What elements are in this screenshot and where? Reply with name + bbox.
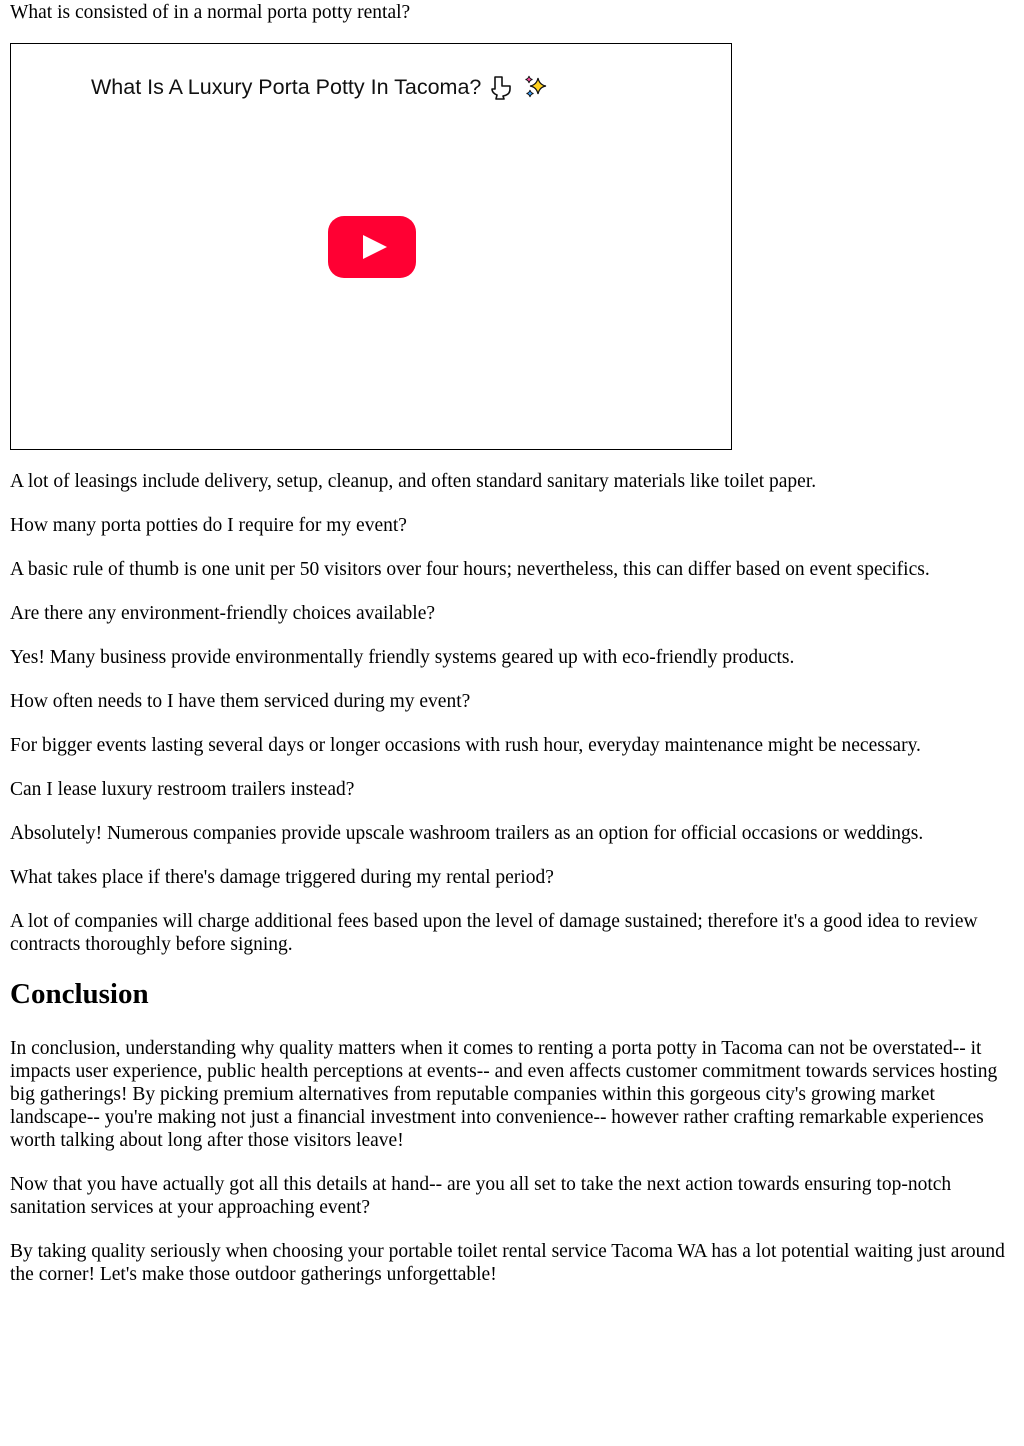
faq-answer: A lot of leasings include delivery, setup, cleanup, and often standard sanitary materials like toilet paper. — [10, 471, 817, 492]
faq-question: Are there any environment-friendly choices available? — [10, 603, 436, 624]
faq-question: How often needs to I have them serviced during my event? — [10, 691, 471, 712]
faq-answer: For bigger events lasting several days or longer occasions with rush hour, everyday maintenance might be necessary. — [10, 735, 921, 756]
conclusion-paragraph: Now that you have actually got all this details at hand-- are you all set to take the next action towards ensuring top-notch sanitation services at your approaching event? — [10, 1174, 952, 1218]
faq-answer: Absolutely! Numerous companies provide upscale washroom trailers as an option for official occasions or weddings. — [10, 823, 924, 844]
faq-answer: A lot of companies will charge additional fees based upon the level of damage sustained; therefore it's a good idea to review contracts thoroughly before signing. — [10, 911, 978, 955]
video-title-row — [91, 74, 549, 100]
faq-answer: A basic rule of thumb is one unit per 50 visitors over four hours; nevertheless, this can differ based on event specifics. — [10, 559, 930, 580]
conclusion-heading: Conclusion — [10, 978, 149, 1010]
faq-question: How many porta potties do I require for my event? — [10, 515, 407, 536]
toilet-icon — [489, 74, 515, 100]
article-body — [10, 470, 1016, 1307]
video-title: What Is A Luxury Porta Potty In Tacoma? — [91, 74, 482, 99]
intro-question: What is consisted of in a normal porta potty rental? — [10, 2, 411, 23]
conclusion-paragraph: In conclusion, understanding why quality matters when it comes to renting a porta potty in Tacoma can not be overstated-- it impacts user experience, public health perceptions at events-- and even affects customer commitment towards services hosting big gatherings! By picking premium alternatives from reputable companies within this gorgeous city's growing market landscape-- you're making not just a financial investment into convenience-- however rather crafting remarkable experiences worth talking about long after those visitors leave! — [10, 1038, 998, 1151]
faq-question: Can I lease luxury restroom trailers instead? — [10, 779, 355, 800]
video-embed[interactable] — [10, 43, 732, 450]
faq-answer: Yes! Many business provide environmentally friendly systems geared up with eco-friendly products. — [10, 647, 795, 668]
faq-question: What takes place if there's damage triggered during my rental period? — [10, 867, 554, 888]
conclusion-paragraph: By taking quality seriously when choosing your portable toilet rental service Tacoma WA has a lot potential waiting just around the corner! Let's make those outdoor gatherings unforgettable! — [10, 1241, 1005, 1285]
play-button[interactable] — [328, 216, 416, 278]
sparkles-icon — [523, 74, 549, 100]
